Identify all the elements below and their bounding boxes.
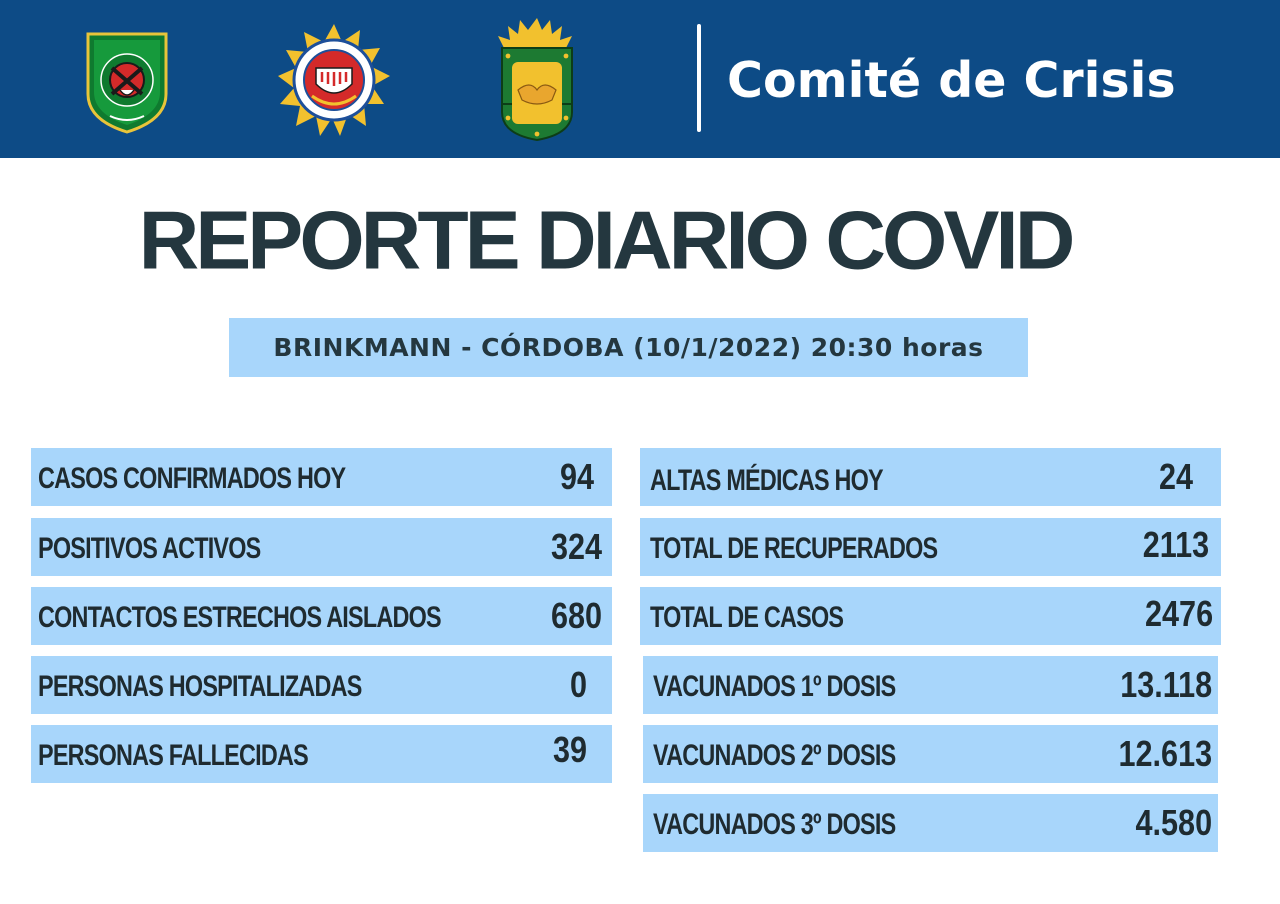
stat-value: 24	[1158, 456, 1193, 497]
stat-value: 2476	[1144, 593, 1213, 634]
stat-value: 13.118	[1120, 664, 1212, 705]
stat-value: 4.580	[1135, 802, 1212, 843]
stat-row-personas-hospitalizadas	[31, 656, 612, 714]
stat-label: TOTAL DE RECUPERADOS	[650, 532, 938, 565]
stat-label: CONTACTOS ESTRECHOS AISLADOS	[38, 601, 441, 634]
stat-label: ALTAS MÉDICAS HOY	[650, 464, 883, 497]
stat-label: VACUNADOS 3º DOSIS	[653, 808, 896, 841]
stat-label: VACUNADOS 1º DOSIS	[653, 670, 896, 703]
stat-row-contactos-estrechos	[31, 587, 612, 645]
stat-value: 680	[550, 595, 602, 636]
location-date-text: BRINKMANN - CÓRDOBA (10/1/2022) 20:30 horas	[273, 333, 984, 362]
stat-row-total-recuperados	[640, 518, 1221, 576]
stat-row-vacunados-2-dosis	[643, 725, 1218, 783]
escudo-municipal-logo	[494, 16, 580, 142]
stat-label: TOTAL DE CASOS	[650, 601, 844, 634]
location-banner	[229, 318, 1028, 377]
stat-label: VACUNADOS 2º DOSIS	[653, 739, 896, 772]
stat-row-altas-medicas-hoy	[640, 448, 1221, 506]
stat-row-personas-fallecidas	[31, 725, 612, 783]
bomberos-logo	[80, 28, 174, 134]
header-title: Comité de Crisis	[727, 52, 1176, 109]
stat-row-positivos-activos	[31, 518, 612, 576]
stat-value: 94	[559, 456, 594, 497]
policia-logo	[276, 22, 392, 138]
stat-label: CASOS CONFIRMADOS HOY	[38, 462, 346, 495]
stat-row-vacunados-1-dosis	[643, 656, 1218, 714]
stat-row-total-casos	[640, 587, 1221, 645]
stat-label: PERSONAS HOSPITALIZADAS	[38, 670, 362, 703]
stat-row-vacunados-3-dosis	[643, 794, 1218, 852]
stat-value: 12.613	[1118, 733, 1212, 774]
stat-label: POSITIVOS ACTIVOS	[38, 532, 261, 565]
header-divider	[697, 24, 701, 132]
stat-value: 0	[569, 664, 587, 705]
stat-value: 324	[550, 526, 602, 567]
stat-row-casos-confirmados-hoy	[31, 448, 612, 506]
stat-value: 39	[552, 729, 587, 770]
stat-value: 2113	[1142, 524, 1209, 565]
header-banner	[0, 0, 1280, 158]
stat-label: PERSONAS FALLECIDAS	[38, 739, 308, 772]
report-title: REPORTE DIARIO COVID	[138, 193, 1072, 287]
